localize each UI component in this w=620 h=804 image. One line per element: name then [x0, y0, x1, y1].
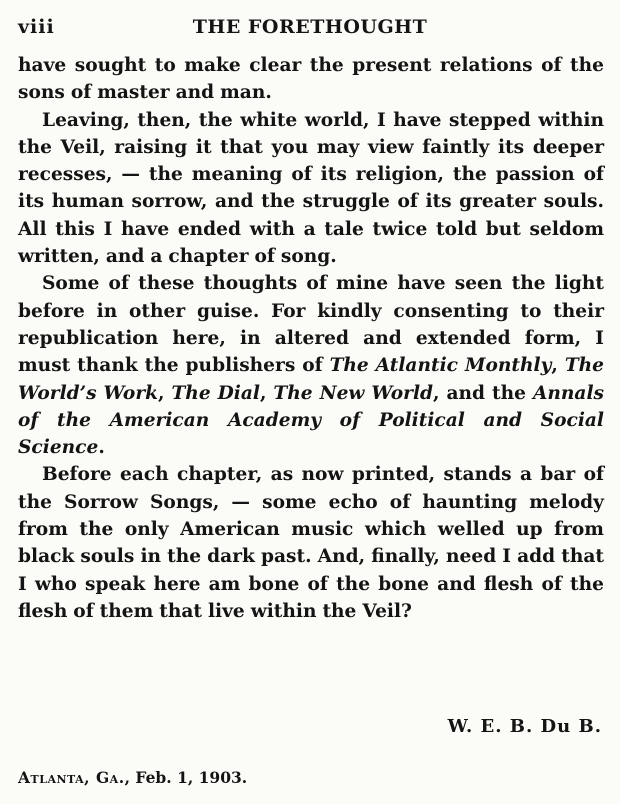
period: . — [98, 437, 105, 459]
separator: , — [158, 382, 172, 404]
title-the-dial: The Dial — [171, 382, 260, 404]
title-atlantic-monthly: The Atlantic Monthly — [329, 355, 552, 377]
dateline-date: , Feb. 1, 1903. — [124, 768, 248, 787]
paragraph-4: Before each chapter, as now printed, stands a bar of the Sorrow Songs, — some echo of haunting melody from the only American music which welled up from black souls in the dark past. And, finally, need I add that I who speak here am bone of the bone and flesh of the flesh of them that live within the Veil? — [18, 464, 604, 622]
title-annals: Annals of the American Academy of Political and Social Science — [18, 382, 604, 459]
paragraph-2: Leaving, then, the white world, I have stepped within the Veil, raising it that you may view faintly its deeper recesses, — the meaning of its religion, the passion of its human sorrow, and the struggle of its greater souls. All this I have ended with a tale twice told but seldom written, and a chapter of song. — [18, 109, 604, 268]
separator: , — [259, 382, 274, 404]
paragraph-1: have sought to make clear the present relations of the sons of master and man. — [18, 55, 604, 104]
title-new-world: The New World — [273, 382, 434, 404]
paragraph-3 — [18, 270, 604, 461]
title-worlds-work: The World’s Work — [18, 355, 604, 404]
paragraph-3-text: Some of these thoughts of mine have seen the light before in other guise. For kindly consenting to their republication here, in altered and extended form, I must thank the publishers of — [18, 273, 604, 377]
conjunction: , and the — [433, 382, 533, 404]
page-number: viii — [18, 16, 55, 38]
separator: , — [551, 355, 565, 377]
dateline-place: Atlanta, Ga. — [18, 768, 125, 787]
running-title: THE FORETHOUGHT — [192, 16, 428, 38]
page-body — [18, 52, 604, 625]
dateline — [18, 768, 247, 787]
signature: W. E. B. Du B. — [447, 716, 602, 737]
page-header — [18, 8, 602, 46]
